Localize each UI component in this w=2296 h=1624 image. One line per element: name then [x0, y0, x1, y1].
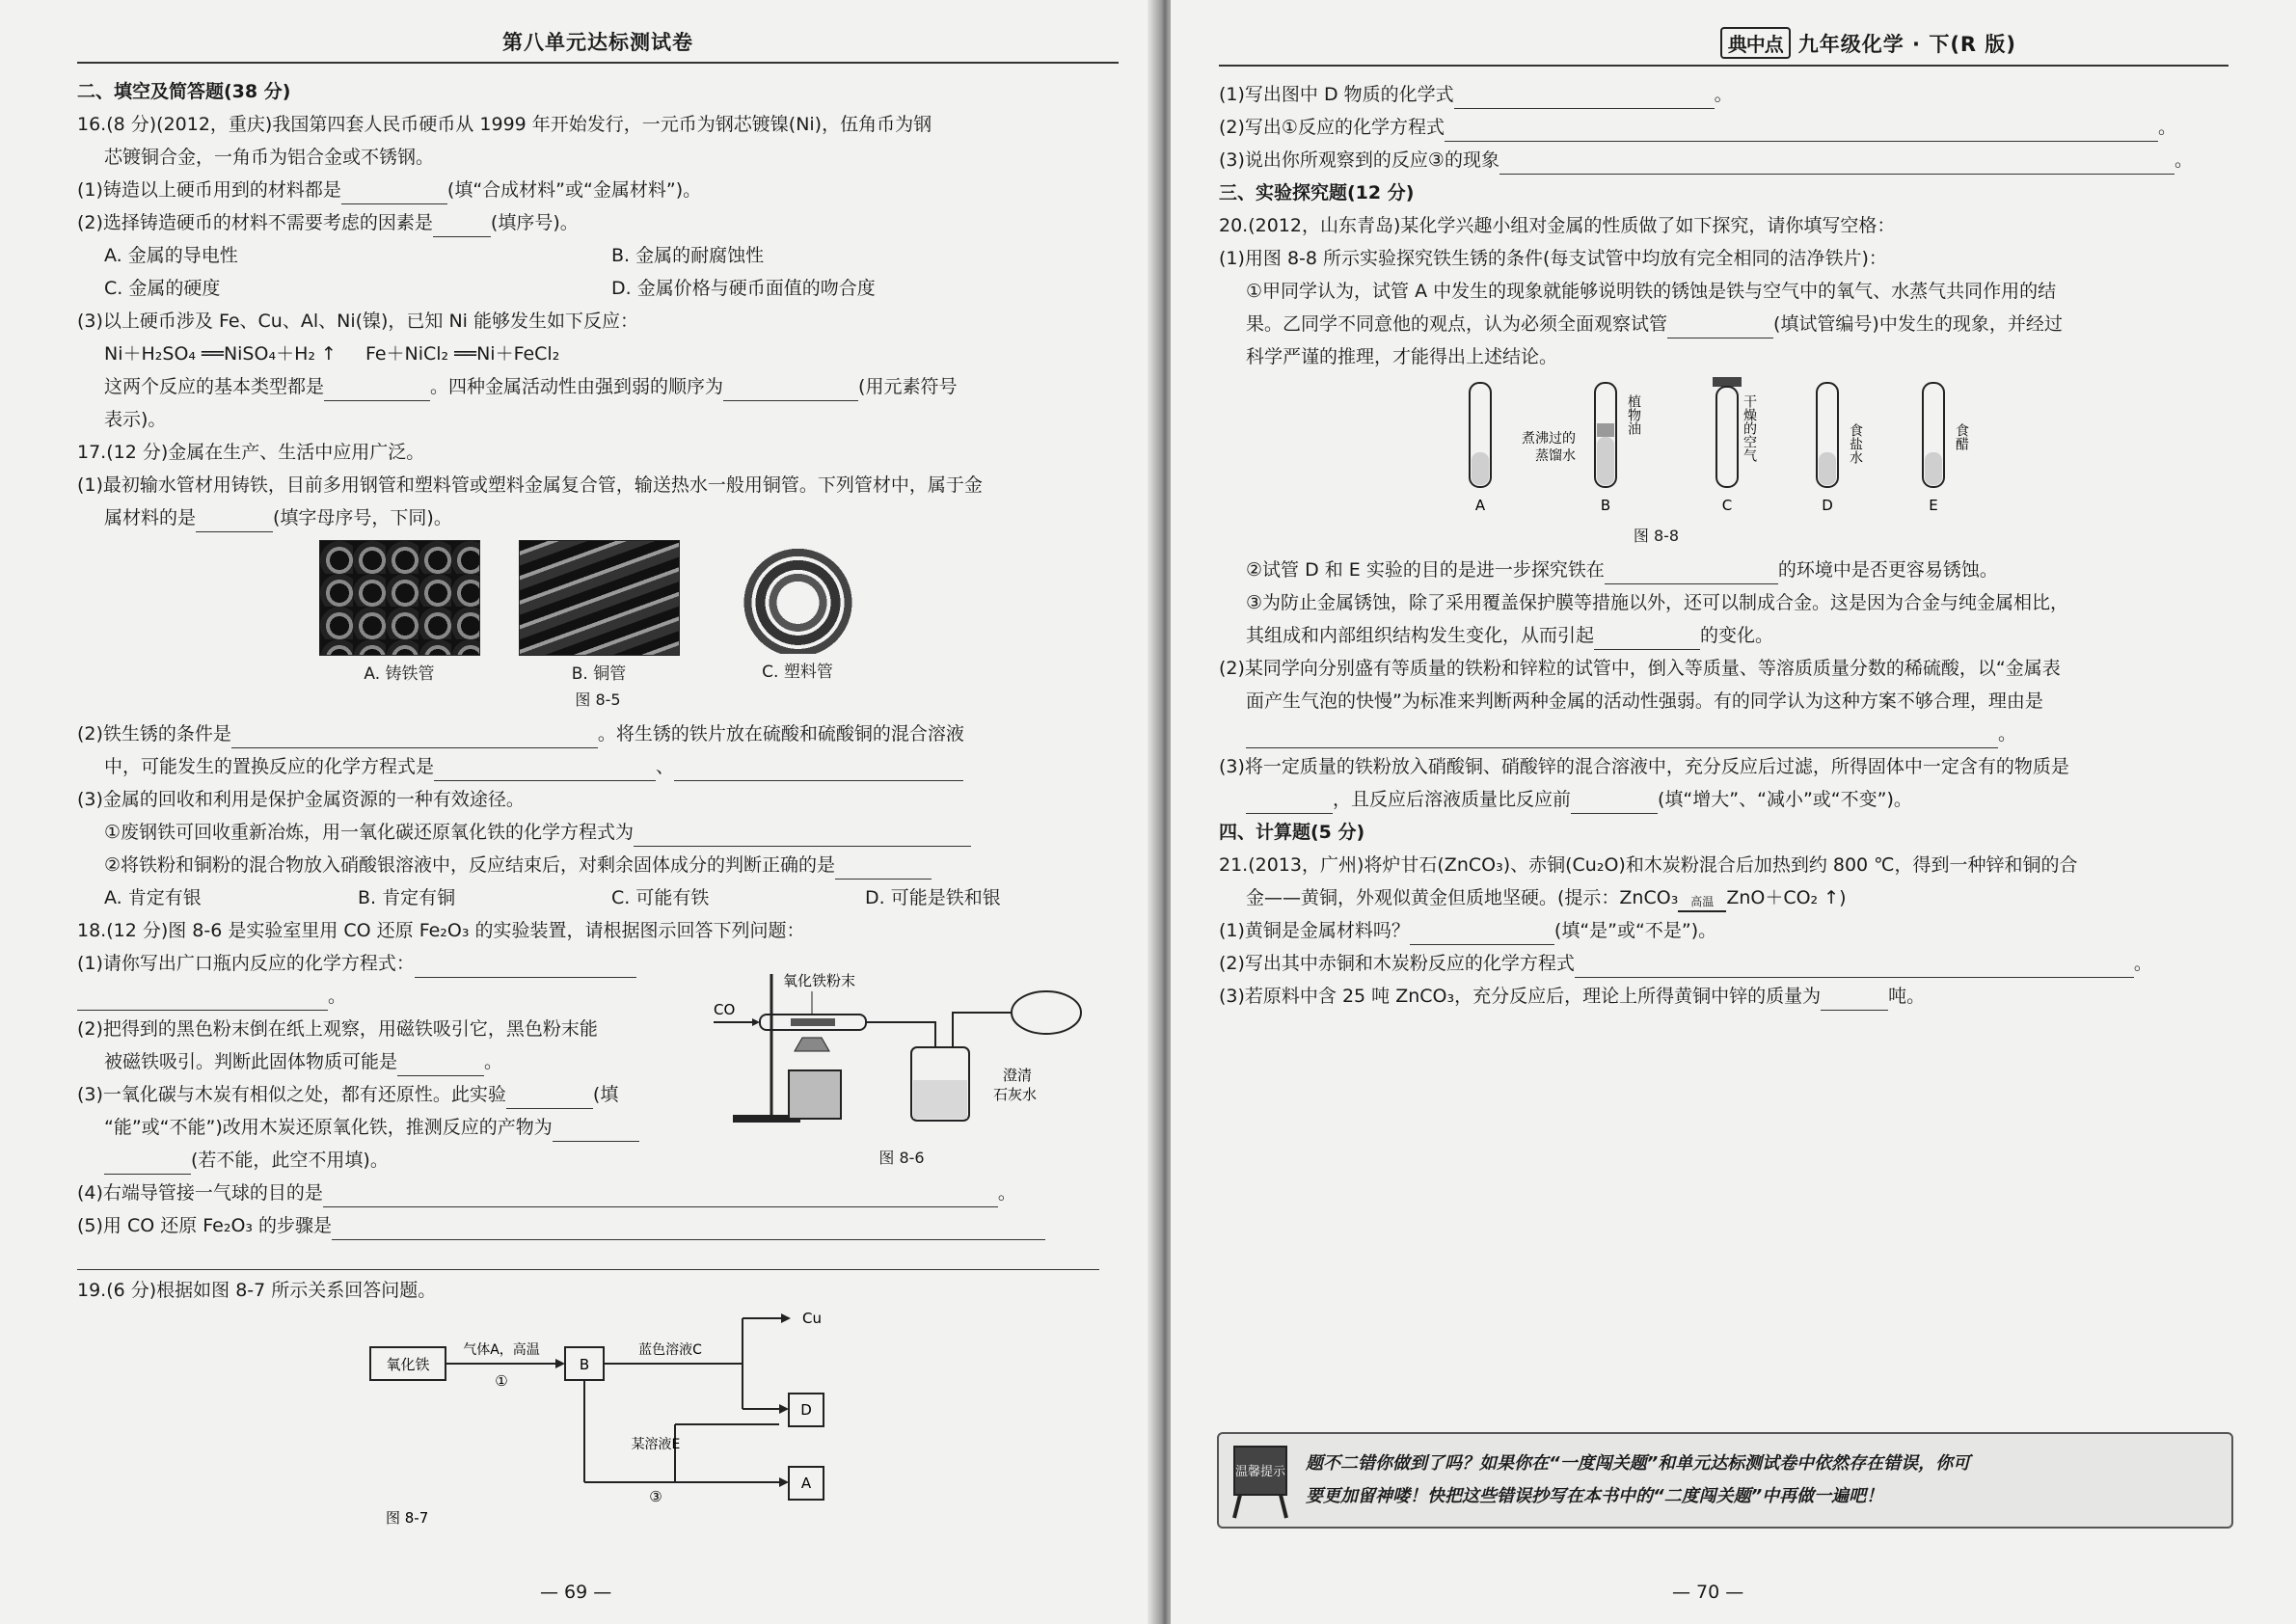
tube-c-label: C: [1721, 497, 1733, 514]
svg-text:③: ③: [649, 1488, 662, 1505]
copper-pipe-image: [519, 540, 680, 656]
option-a: A. 金属的导电性: [104, 245, 238, 266]
answer-blank[interactable]: [77, 988, 328, 1011]
tip-text: 题不二错你做到了吗？如果你在“一度闯关题”和单元达标测试卷中依然存在错误，你可 要更加留神喽！快把这些错误抄写在本书中的“二度闯关题”中再做一遍吧！: [1306, 1453, 1971, 1506]
tube-e-label: E: [1929, 497, 1938, 514]
question-17: 17.(12 分)金属在生产、生活中应用广泛。 (1)最初输水管材用铸铁，目前多用钢管和塑料管或塑料金属复合管，输送热水一般用铜管。下列管材中，属于金 属材料的是 (填字母序号，下同)。 A. 铸铁管 B. 铜管 C. 塑料管 图 8-5 (2)铁生锈的条件是 。将生锈的铁片放在硫酸和硫酸铜的混合溶液 中，可能发生的置换反应的化学方程式是 、 (3)金属的回收和利用是保护金属资源的一种有效途径。 ①废钢铁可回收重新冶炼，用一氧化碳还原氧化铁的化学方程式为 ②将铁粉和铜粉的混合物放入硝酸银溶液中，反应结束后，对剩余固体成分的判断正确的是 A. 肯定有银 B. 肯定有铜 C. 可能有铁 D. 可能是铁和银: [77, 438, 1119, 912]
answer-blank[interactable]: [835, 857, 932, 880]
question-16: 16.(8 分)(2012，重庆)我国第四套人民币硬币从 1999 年开始发行，一元币为钢芯镀镍(Ni)，伍角币为钢 芯镀铜合金，一角币为铝合金或不锈钢。 (1)铸造以上硬币用到的材料都是 (填“合成材料”或“金属材料”)。 (2)选择铸造硬币的材料不需要考虑的因素是 (填序号)。 A. 金属的导电性 B. 金属的耐腐蚀性 C. 金属的硬度 D. 金属价格与硬币面值的吻合度 (3)以上硬币涉及 Fe、Cu、Al、Ni(镍)，已知 Ni 能够发生如下反应： Ni＋H₂SO₄ ══NiSO₄＋H₂ ↑ Fe＋NiCl₂ ══Ni＋FeCl₂ 这两个反应的基本类型都是 。四种金属活动性由强到弱的顺序为 (用元素符号 表示)。: [77, 110, 1119, 434]
label-vegetable-oil: 植物油: [1626, 394, 1641, 435]
reaction-condition: 高温: [1690, 895, 1715, 908]
figure-caption: 图 8-5: [575, 690, 621, 709]
label-vinegar: 食醋: [1954, 423, 1969, 450]
label-distilled-water: 蒸馏水: [1535, 448, 1576, 464]
page-number: — 70 —: [1672, 1582, 1744, 1603]
equation: Ni＋H₂SO₄ ══NiSO₄＋H₂ ↑: [104, 343, 337, 365]
powder-label: 氧化铁粉末: [783, 972, 856, 989]
left-running-head: 第八单元达标测试卷: [77, 27, 1119, 64]
answer-blank[interactable]: [1594, 628, 1700, 650]
tube-b-label: B: [1600, 497, 1611, 514]
tip-sign-icon: [1227, 1441, 1294, 1520]
answer-blank[interactable]: [1667, 316, 1773, 338]
figure-caption: 图 8-8: [1633, 527, 1680, 545]
arrow-label-gas-a: 气体A，高温: [463, 1342, 540, 1358]
option-b: B. 肯定有铜: [358, 887, 456, 908]
answer-blank[interactable]: [1499, 152, 2174, 175]
cast-iron-pipe-image: [319, 540, 480, 656]
answer-blank[interactable]: [324, 379, 430, 401]
brand-logo: 典中点: [1720, 27, 1791, 59]
svg-text:A: A: [800, 1475, 812, 1492]
label-salt-water: 食盐水: [1848, 423, 1863, 464]
option-d: D. 金属价格与硬币面值的吻合度: [611, 278, 876, 299]
lime-water-label-1: 澄清: [1003, 1067, 1033, 1084]
photo-plastic-pipe: C. 塑料管: [718, 540, 878, 684]
answer-blank[interactable]: [1445, 120, 2158, 142]
section-experiment: 三、实验探究题(12 分): [1219, 182, 1415, 203]
figure-8-6-apparatus: [714, 955, 1090, 1177]
svg-text:D: D: [800, 1401, 812, 1419]
tube-a-label: A: [1474, 497, 1486, 514]
plastic-pipe-image: [718, 540, 878, 654]
co-label: CO: [714, 1001, 736, 1018]
answer-blank[interactable]: [104, 1152, 191, 1175]
svg-text:B: B: [579, 1356, 590, 1373]
question-18: 18.(12 分)图 8-6 是实验室里用 CO 还原 Fe₂O₃ 的实验装置，请根据图示回答下列问题： (1)请你写出广口瓶内反应的化学方程式： 。 (2)把得到的黑色粉末倒在纸上观察，用磁铁吸引它，黑色粉末能 被磁铁吸引。判断此固体物质可能是 。 (3)一氧化碳与木炭有相似之处，都有还原性。此实验 (填 “能”或“不能”)改用木炭还原氧化铁，推测反应的产物为 (若不能，此空不用填)。 (4)右端导管接一气球的目的是 。 (5)用 CO 还原 Fe₂O₃ 的步骤是 CO 氧化铁粉末 澄清 石灰水 图 8-6: [77, 916, 1119, 1270]
question-19-continued: (1)写出图中 D 物质的化学式 。 (2)写出①反应的化学方程式 。 (3)说出你所观察到的反应③的现象 。: [1219, 80, 2228, 175]
answer-blank[interactable]: [1246, 726, 1998, 748]
answer-blank[interactable]: [1410, 923, 1554, 945]
question-21: 21.(2013，广州)将炉甘石(ZnCO₃)、赤铜(Cu₂O)和木炭粉混合后加热到约 800 ℃，得到一种锌和铜的合 金——黄铜，外观似黄金但质地坚硬。(提示：ZnCO₃ 高温 ZnO＋CO₂ ↑) (1)黄铜是金属材料吗？ (填“是”或“不是”)。 (2)写出其中赤铜和木炭粉反应的化学方程式 。 (3)若原料中含 25 吨 ZnCO₃，充分反应后，理论上所得黄铜中锌的质量为 吨。: [1219, 851, 2228, 1011]
answer-blank[interactable]: [674, 759, 963, 781]
co-reduction-apparatus-diagram: [714, 955, 1090, 1138]
answer-blank[interactable]: [1575, 956, 2134, 978]
right-running-head: 典中点 九年级化学 · 下(R 版): [1219, 27, 2228, 67]
answer-blank[interactable]: [415, 956, 636, 978]
pipe-photos: [77, 540, 1119, 684]
svg-text:①: ①: [495, 1372, 508, 1390]
answer-blank[interactable]: [341, 182, 447, 204]
option-a: A. 肯定有银: [104, 887, 202, 908]
answer-blank[interactable]: [323, 1185, 998, 1207]
option-c: C. 可能有铁: [611, 887, 710, 908]
answer-blank[interactable]: [1571, 792, 1658, 814]
answer-blank[interactable]: [506, 1087, 593, 1109]
section-fill-in: 二、填空及简答题(38 分): [77, 81, 291, 102]
answer-line[interactable]: [77, 1244, 1099, 1270]
figure-caption: 图 8-6: [878, 1149, 925, 1167]
answer-blank[interactable]: [1605, 562, 1778, 584]
photo-cast-iron-pipe: A. 铸铁管: [319, 540, 480, 684]
answer-blank[interactable]: [1821, 988, 1888, 1011]
answer-blank[interactable]: [634, 825, 971, 847]
option-c: C. 金属的硬度: [104, 278, 221, 299]
figure-8-8-test-tubes: [1460, 375, 2000, 520]
photo-copper-pipe: B. 铜管: [519, 540, 680, 684]
figure-8-7-flowchart: [366, 1309, 868, 1530]
right-page: [1171, 0, 2296, 1624]
page-number: — 69 —: [540, 1582, 612, 1603]
section-calculation: 四、计算题(5 分): [1219, 822, 1365, 843]
equation: Fe＋NiCl₂ ══Ni＋FeCl₂: [365, 343, 560, 365]
answer-blank[interactable]: [433, 215, 491, 237]
label-dry-air: 干燥的空气: [1742, 394, 1757, 462]
answer-blank[interactable]: [1246, 792, 1333, 814]
tip-banner: [1217, 1432, 2233, 1529]
answer-blank[interactable]: [231, 726, 598, 748]
product-cu: Cu: [802, 1310, 822, 1327]
answer-blank[interactable]: [434, 759, 656, 781]
answer-blank[interactable]: [553, 1120, 639, 1142]
question-19: 19.(6 分)根据如图 8-7 所示关系回答问题。 氧化铁 气体A，高温 ① B 蓝色溶液C Cu D 某溶液E ③ A 图 8-7: [77, 1276, 1119, 1530]
arrow-label-solution-e: 某溶液E: [631, 1437, 681, 1452]
answer-blank[interactable]: [332, 1218, 1045, 1240]
svg-text:氧化铁: 氧化铁: [386, 1356, 430, 1373]
option-b: B. 金属的耐腐蚀性: [611, 245, 765, 266]
option-d: D. 可能是铁和银: [865, 887, 1001, 908]
label-boiled-water: 煮沸过的: [1522, 431, 1576, 447]
answer-blank[interactable]: [196, 510, 273, 532]
arrow-label-blue-solution: 蓝色溶液C: [638, 1342, 702, 1358]
figure-caption: 图 8-7: [386, 1509, 429, 1527]
lime-water-label-2: 石灰水: [993, 1086, 1038, 1103]
answer-blank[interactable]: [1454, 87, 1715, 109]
tube-d-label: D: [1822, 497, 1833, 514]
answer-blank[interactable]: [397, 1054, 484, 1076]
question-20: 20.(2012，山东青岛)某化学兴趣小组对金属的性质做了如下探究，请你填写空格： (1)用图 8-8 所示实验探究铁生锈的条件(每支试管中均放有完全相同的洁净铁片)： ①甲同学认为，试管 A 中发生的现象就能够说明铁的锈蚀是铁与空气中的氧气、水蒸气共同作用的结 果。乙同学不同意他的观点，认为必须全面观察试管 (填试管编号)中发生的现象，并经过 科学严谨的推理，才能得出上述结论。 A 煮沸过的 蒸馏水 B 植物油 C 干燥的空气 D 食盐水 E 食醋 图 8-8 ②试管 D 和 E 实验的目的是进一步探究铁在 的环境中是否更容易锈蚀。 ③为防止金属锈蚀，除了采用覆盖保护膜等措施以外，还可以制成合金。这是因为合金与纯金属相比， 其组成和内部组织结构发生变化，从而引起 的变化。 (2)某同学向分别盛有等质量的铁粉和锌粒的试管中，倒入等质量、等溶质质量分数的稀硫酸，以“金属表 面产生气泡的快慢”为标准来判断两种金属的活动性强弱。有的同学认为这种方案不够合理，理由是 。 (3)将一定质量的铁粉放入硝酸铜、硝酸锌的混合溶液中，充分反应后过滤，所得固体中一定含有的物质是 ，且反应后溶液质量比反应前 (填“增大”、“减小”或“不变”)。: [1219, 211, 2228, 814]
tip-sign-label: 温馨提示: [1234, 1465, 1286, 1479]
answer-blank[interactable]: [723, 379, 858, 401]
